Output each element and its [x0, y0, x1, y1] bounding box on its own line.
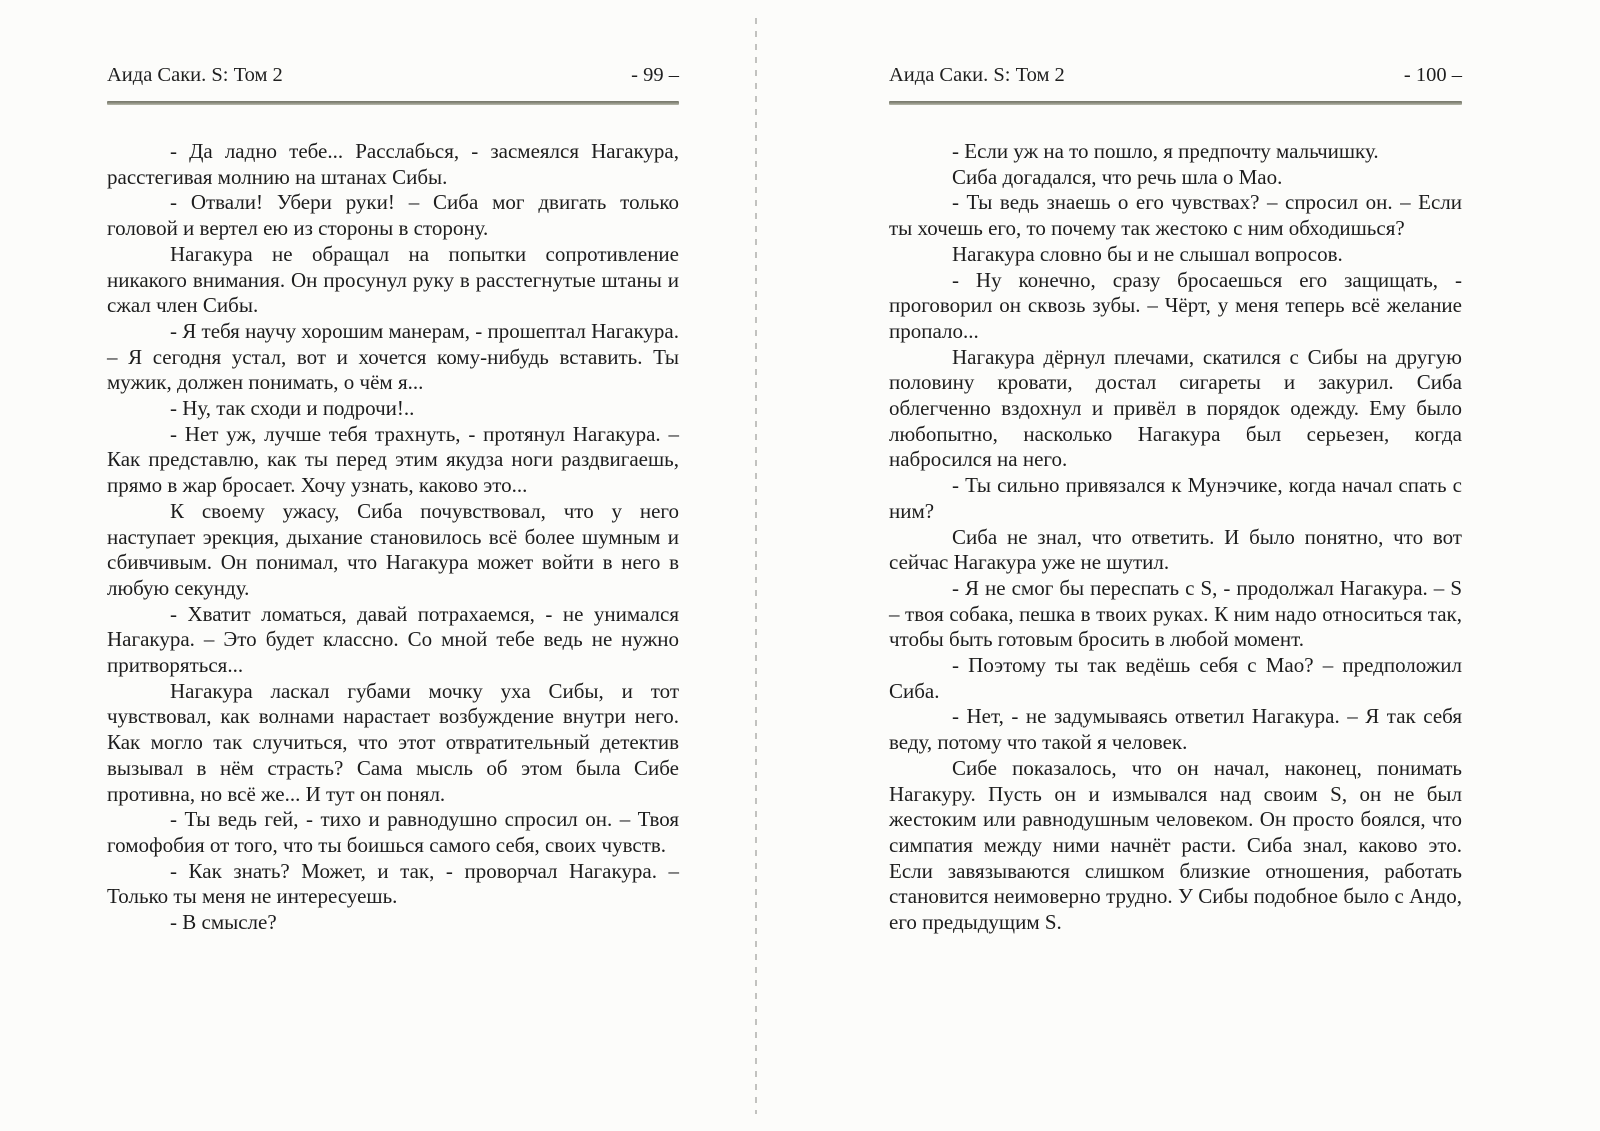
page-number: - 100 – [1403, 64, 1462, 86]
header-rule [107, 101, 679, 105]
paragraph: - В смысле? [170, 910, 277, 935]
page-right [889, 62, 1462, 936]
paragraph: - Отвали! Убери руки! – Сиба мог двигать только головой и вертел ею из стороны в сторону. [107, 190, 679, 241]
paragraph: - Если уж на то пошло, я предпочту мальчишку. [952, 139, 1379, 163]
paragraph: Нагакура не обращал на попытки сопротивление никакого внимания. Он просунул руку в расстегнутые штаны и сжал член Сибы. [107, 241, 679, 318]
page-header [107, 62, 679, 88]
paragraph: Сибе показалось, что он начал, наконец, понимать Нагакуру. Пусть он и измывался над своим S, он не был жестоким или равнодушным человеком. Он просто боялся, что симпатия между ними начнёт расти. Сиба знал, каково это. Если завязываются слишком близкие отношения, работать становится неимоверно трудно. У Сибы подобное было с Андо, его предыдущим S. [889, 755, 1462, 935]
page-fold-divider [755, 18, 757, 1114]
paragraph: - Нет, - не задумываясь ответил Нагакура. – Я так себя веду, потому что такой я человек. [889, 704, 1462, 755]
page-left [107, 62, 679, 936]
paragraph: - Ты ведь знаешь о его чувствах? – спросил он. – Если ты хочешь его, то почему так жестоко с ним обходишься? [889, 190, 1462, 241]
paragraph: Нагакура словно бы и не слышал вопросов. [952, 241, 1343, 266]
page-body [107, 139, 679, 936]
paragraph: - Ты сильно привязался к Мунэчике, когда начал спать с ним? [889, 473, 1462, 523]
paragraph: - Я не смог бы переспать с S, - продолжал Нагакура. – S – твоя собака, пешка в твоих руках. К ним надо относиться так, чтобы быть готовым бросить в любой момент. [889, 575, 1462, 652]
paragraph: - Нет уж, лучше тебя трахнуть, - протянул Нагакура. – Как представлю, как ты перед этим якудза ноги раздвигаешь, прямо в жар бросает. Хочу узнать, каково это... [107, 421, 679, 498]
paragraph: Нагакура ласкал губами мочку уха Сибы, и тот чувствовал, как волнами нарастает возбуждение внутри него. Как могло так случиться, что этот отвратительный детектив вызывал в нём страсть? Сама мысль об этом была Сибе противна, но всё же... И тут он понял. [107, 678, 679, 806]
book-title: Аида Саки. S: Том 2 [889, 64, 1065, 86]
paragraph: - Ну, так сходи и подрочи!.. [170, 396, 415, 421]
paragraph: - Да ладно тебе... Расслабься, - засмеялся Нагакура, расстегивая молнию на штанах Сибы. [107, 139, 679, 189]
paragraph: - Поэтому ты так ведёшь себя с Мао? – предположил Сиба. [889, 653, 1462, 703]
paragraph: Сиба не знал, что ответить. И было понятно, что вот сейчас Нагакура уже не шутил. [889, 524, 1462, 575]
header-rule [889, 101, 1462, 105]
paragraph: Нагакура дёрнул плечами, скатился с Сибы на другую половину кровати, достал сигареты и закурил. Сиба облегченно вздохнул и привёл в порядок одежду. Ему было любопытно, насколько Нагакура был серьезен, когда набросился на него. [889, 344, 1462, 472]
paragraph: Сиба догадался, что речь шла о Мао. [952, 164, 1283, 189]
paragraph: - Хватит ломаться, давай потрахаемся, - не унимался Нагакура. – Это будет классно. Со мной тебе ведь не нужно притворяться... [107, 601, 679, 678]
page-header [889, 62, 1462, 88]
paragraph: - Я тебя научу хорошим манерам, - прошептал Нагакура. – Я сегодня устал, вот и хочется кому-нибудь вставить. Ты мужик, должен понимать, о чём я... [107, 318, 679, 395]
book-title: Аида Саки. S: Том 2 [107, 64, 283, 86]
page-number: - 99 – [631, 64, 679, 86]
paragraph: - Как знать? Может, и так, - проворчал Нагакура. – Только ты меня не интересуешь. [107, 858, 679, 909]
page-body [889, 139, 1462, 936]
paragraph: - Ну конечно, сразу бросаешься его защищать, - проговорил он сквозь зубы. – Чёрт, у меня теперь всё желание пропало... [889, 267, 1462, 343]
paragraph: - Ты ведь гей, - тихо и равнодушно спросил он. – Твоя гомофобия от того, что ты боишься самого себя, своих чувств. [107, 807, 679, 857]
paragraph: К своему ужасу, Сиба почувствовал, что у него наступает эрекция, дыхание становилось всё более шумным и сбивчивым. Он понимал, что Нагакура может войти в него в любую секунду. [107, 498, 679, 600]
